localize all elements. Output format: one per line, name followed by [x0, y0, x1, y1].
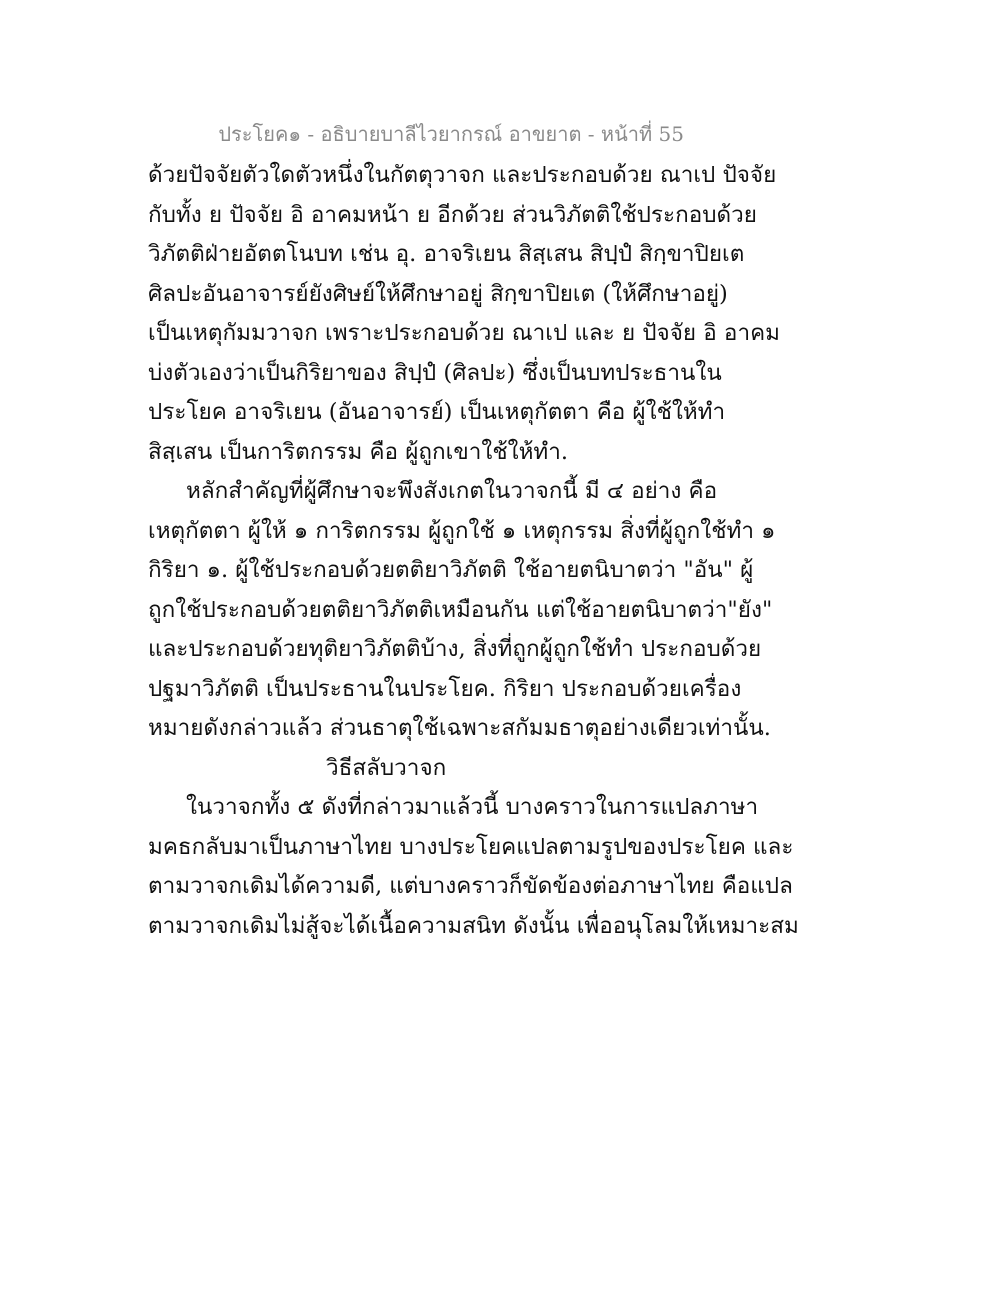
text-line: ในวาจกทั้ง ๕ ดังที่กล่าวมาแล้วนี้ บางคราวในการแปลภาษา: [186, 794, 759, 820]
text-line: หมายดังกล่าวแล้ว ส่วนธาตุใช้เฉพาะสกัมมธาตุอย่างเดียวเท่านั้น.: [148, 715, 771, 741]
text-line: ถูกใช้ประกอบด้วยตติยาวิภัตติเหมือนกัน แต่ใช้อายตนิบาตว่า"ยัง": [148, 597, 773, 623]
running-header: ประโยค๑ - อธิบายบาลีไวยากรณ์ อาขยาต - หน้าที่ 55: [218, 122, 684, 146]
text-line: กิริยา ๑. ผู้ใช้ประกอบด้วยตติยาวิภัตติ ใช้อายตนิบาตว่า "อัน" ผู้: [148, 557, 754, 583]
text-line: เหตุกัตตา ผู้ให้ ๑ การิตกรรม ผู้ถูกใช้ ๑ เหตุกรรม สิ่งที่ผู้ถูกใช้ทำ ๑: [148, 518, 776, 544]
section-heading: วิธีสลับวาจก: [326, 755, 447, 781]
text-line: ประโยค อาจริเยน (อันอาจารย์) เป็นเหตุกัตตา คือ ผู้ใช้ให้ทำ: [148, 399, 726, 425]
text-line: และประกอบด้วยทุติยาวิภัตติบ้าง, สิ่งที่ถูกผู้ถูกใช้ทำ ประกอบด้วย: [148, 636, 762, 662]
text-line: ตามวาจกเดิมได้ความดี, แต่บางคราวก็ขัดข้องต่อภาษาไทย คือแปล: [148, 873, 793, 899]
text-line: ด้วยปัจจัยตัวใดตัวหนึ่งในกัตตุวาจก และประกอบด้วย ณาเป ปัจจัย: [148, 162, 777, 188]
text-line: ตามวาจกเดิมไม่สู้จะได้เนื้อความสนิท ดังนั้น เพื่ออนุโลมให้เหมาะสม: [148, 913, 799, 939]
text-line: ปฐมาวิภัตติ เป็นประธานในประโยค. กิริยา ประกอบด้วยเครื่อง: [148, 676, 742, 702]
text-line: ศิลปะอันอาจารย์ยังศิษย์ให้ศึกษาอยู่ สิกฺขาปิยเต (ให้ศึกษาอยู่): [148, 281, 728, 307]
text-line: สิสฺเสน เป็นการิตกรรม คือ ผู้ถูกเขาใช้ให้ทำ.: [148, 439, 569, 465]
text-line: เป็นเหตุกัมมวาจก เพราะประกอบด้วย ณาเป และ ย ปัจจัย อิ อาคม: [148, 320, 780, 346]
text-line: กับทั้ง ย ปัจจัย อิ อาคมหน้า ย อีกด้วย ส่วนวิภัตติใช้ประกอบด้วย: [148, 202, 757, 228]
text-line: มคธกลับมาเป็นภาษาไทย บางประโยคแปลตามรูปของประโยค และ: [148, 834, 794, 860]
text-line: หลักสำคัญที่ผู้ศึกษาจะพึงสังเกตในวาจกนี้ มี ๔ อย่าง คือ: [186, 478, 718, 504]
text-line: วิภัตติฝ่ายอัตตโนบท เช่น อุ. อาจริเยน สิสฺเสน สิปฺปํ สิกฺขาปิยเต: [148, 241, 745, 267]
text-line: บ่งตัวเองว่าเป็นกิริยาของ สิปฺปํ (ศิลปะ) ซึ่งเป็นบทประธานใน: [148, 360, 722, 386]
